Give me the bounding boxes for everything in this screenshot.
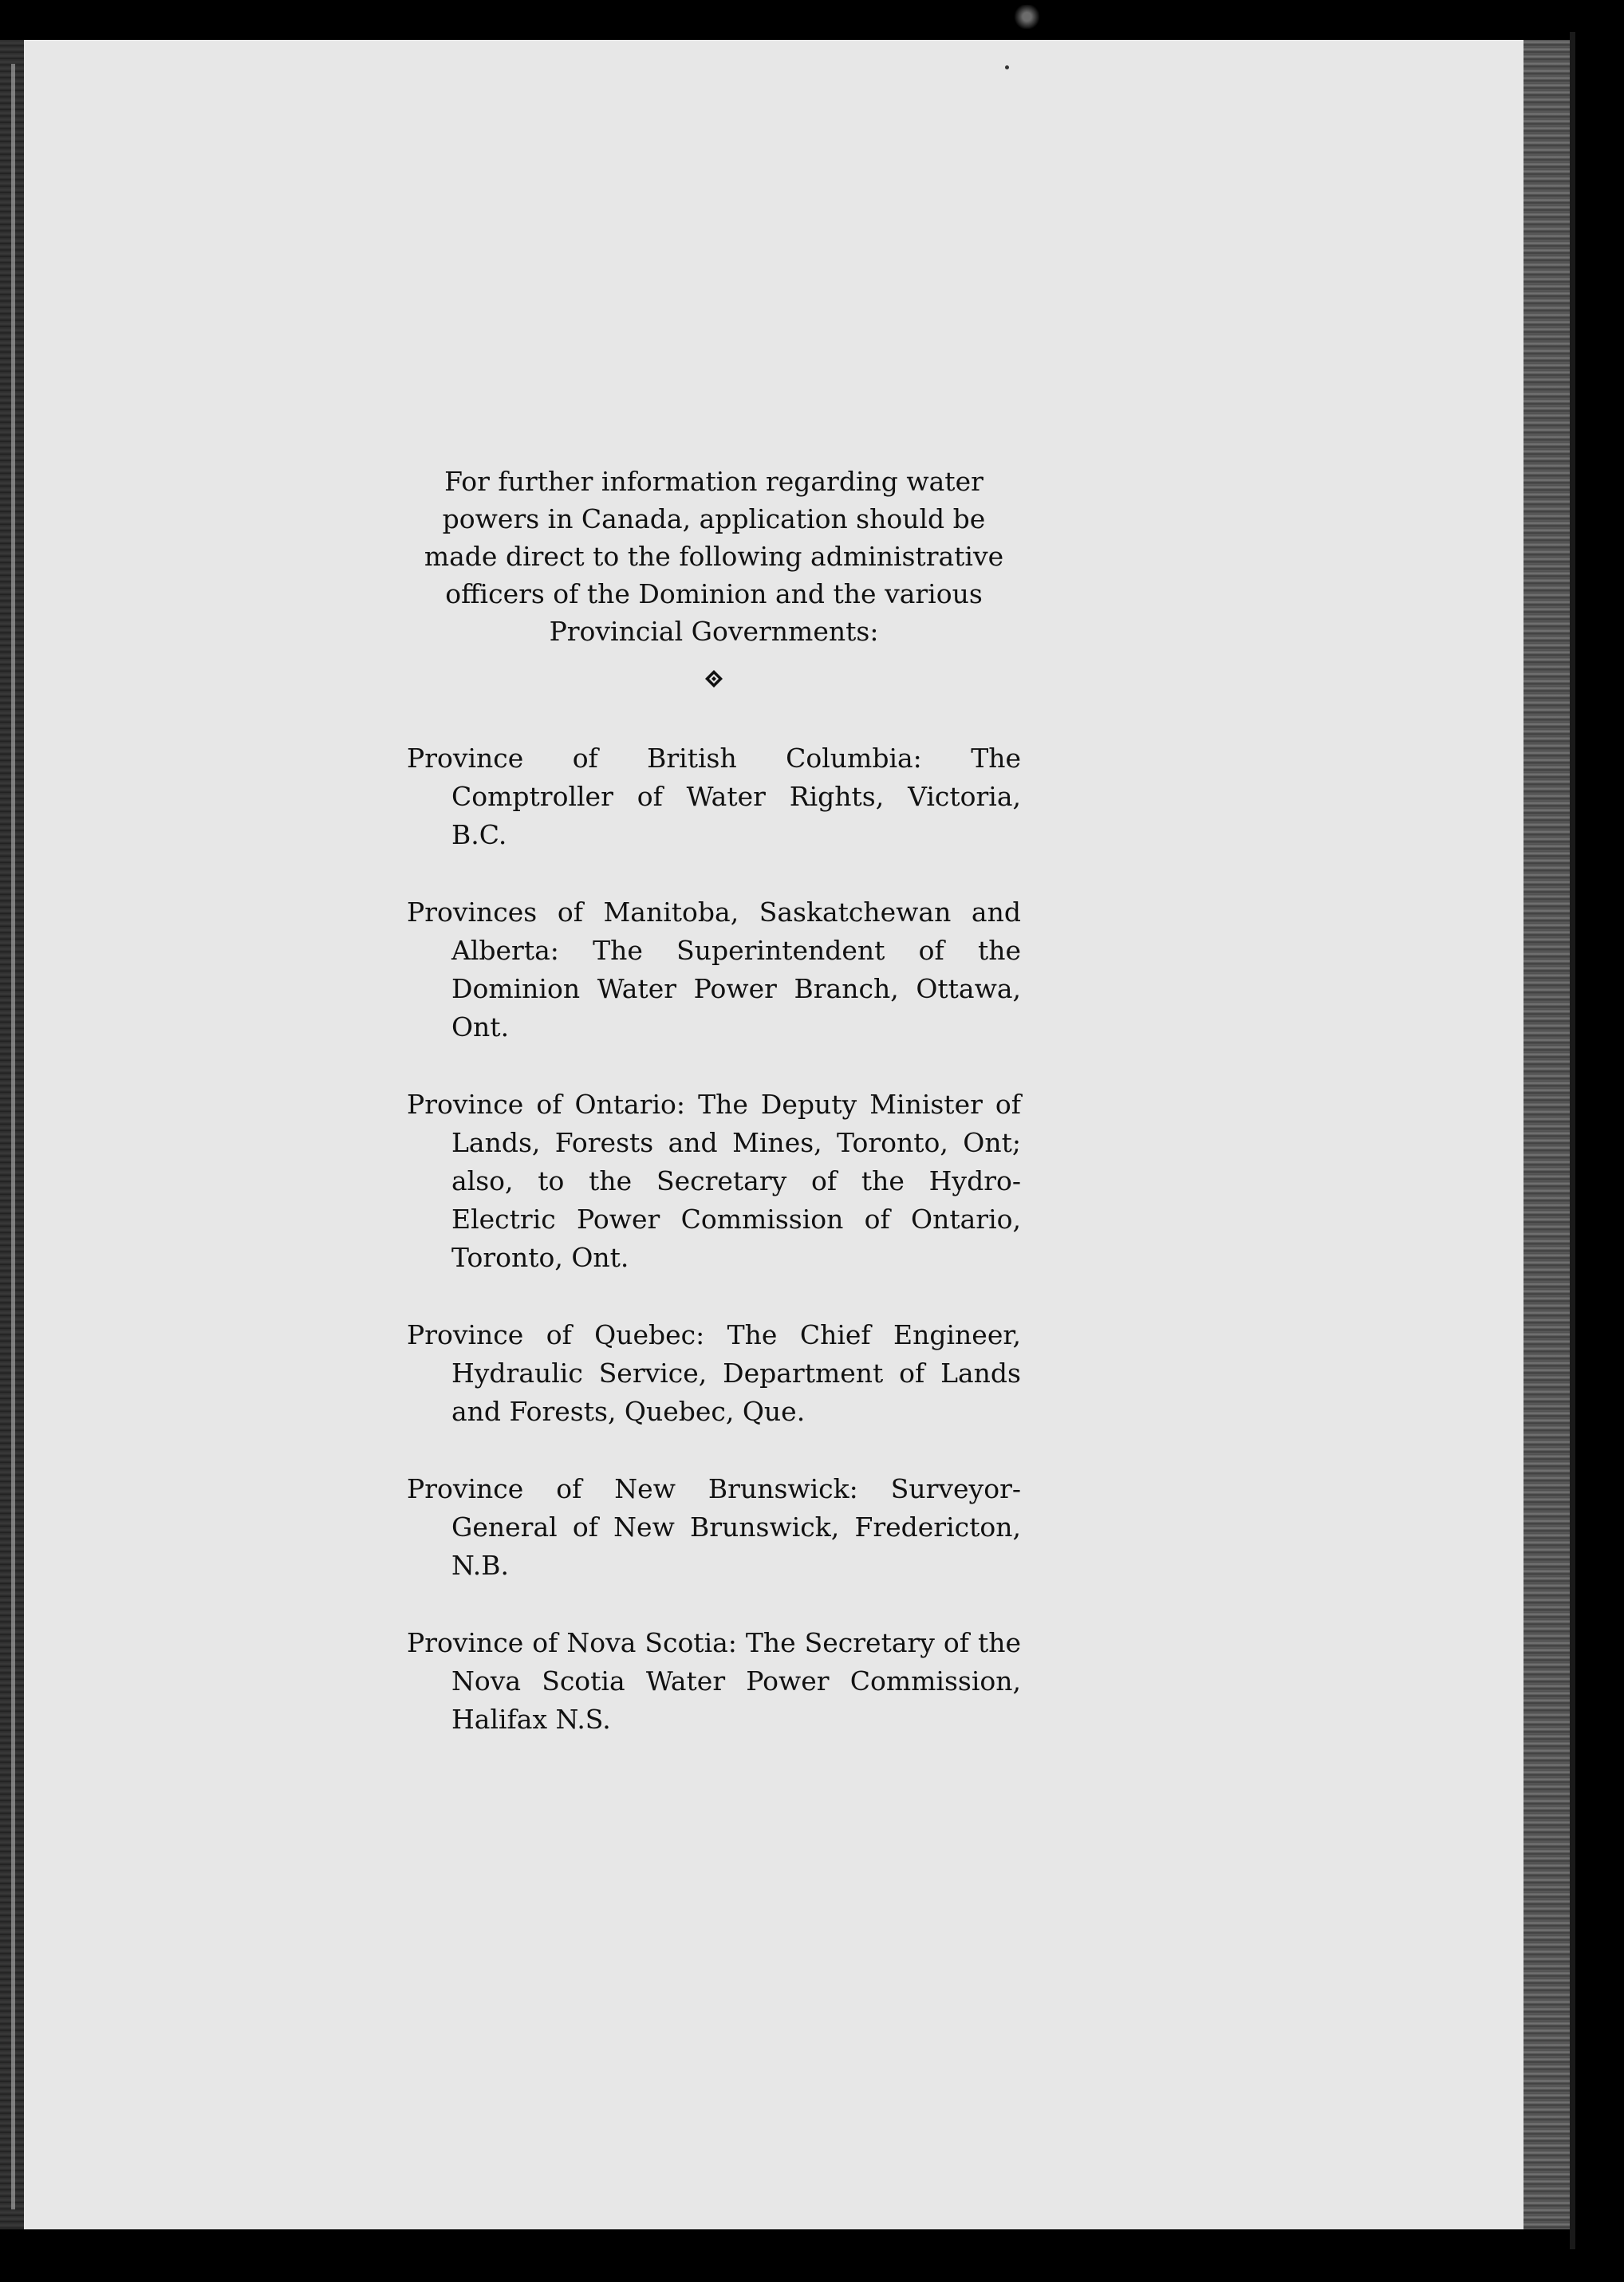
- entry-text: The Comptroller of Water Rights, Victoria, B.C.: [451, 743, 1021, 850]
- diamond-ornament-icon: [407, 669, 1021, 698]
- entry-text: Surveyor-General of New Brunswick, Fredericton, N.B.: [451, 1473, 1021, 1581]
- entry-nova-scotia: [407, 1624, 1021, 1739]
- left-page-edge: [11, 64, 15, 2209]
- entry-heading: Province of British Columbia:: [407, 743, 922, 774]
- entry-british-columbia: [407, 739, 1021, 854]
- entry-heading: Province of Quebec:: [407, 1319, 705, 1350]
- entry-manitoba-saskatchewan-alberta: [407, 893, 1021, 1046]
- entry-heading: Provinces of Manitoba, Saskatchewan and Alberta:: [407, 897, 1021, 966]
- entry-text: The Deputy Minister of Lands, Forests and Mines, Toronto, Ont; also, to the Secretary of the Hydro-Electric Power Commission of Ontario, Toronto, Ont.: [451, 1089, 1021, 1273]
- book-spine: [1523, 40, 1575, 2229]
- entry-text: The Chief Engineer, Hydraulic Service, Department of Lands and Forests, Quebec, Que.: [451, 1319, 1021, 1427]
- scan-mark: [1005, 65, 1009, 69]
- spine-shadow: [1570, 32, 1575, 2249]
- entry-heading: Province of Ontario:: [407, 1089, 686, 1120]
- entry-heading: Province of Nova Scotia:: [407, 1627, 737, 1658]
- entry-text: The Secretary of the Nova Scotia Water Power Commission, Halifax N.S.: [451, 1627, 1021, 1735]
- entry-text: The Superintendent of the Dominion Water Power Branch, Ottawa, Ont.: [451, 935, 1021, 1042]
- page-content: [407, 463, 1021, 1739]
- entry-ontario: [407, 1086, 1021, 1277]
- intro-paragraph: For further information regarding water powers in Canada, application should be made direct to the following administrative officers of the Dominion and the various Provincial Governments:: [424, 466, 1004, 647]
- scan-artifact: [1009, 5, 1045, 29]
- entry-new-brunswick: [407, 1470, 1021, 1585]
- entry-quebec: [407, 1316, 1021, 1431]
- entry-heading: Province of New Brunswick:: [407, 1473, 858, 1504]
